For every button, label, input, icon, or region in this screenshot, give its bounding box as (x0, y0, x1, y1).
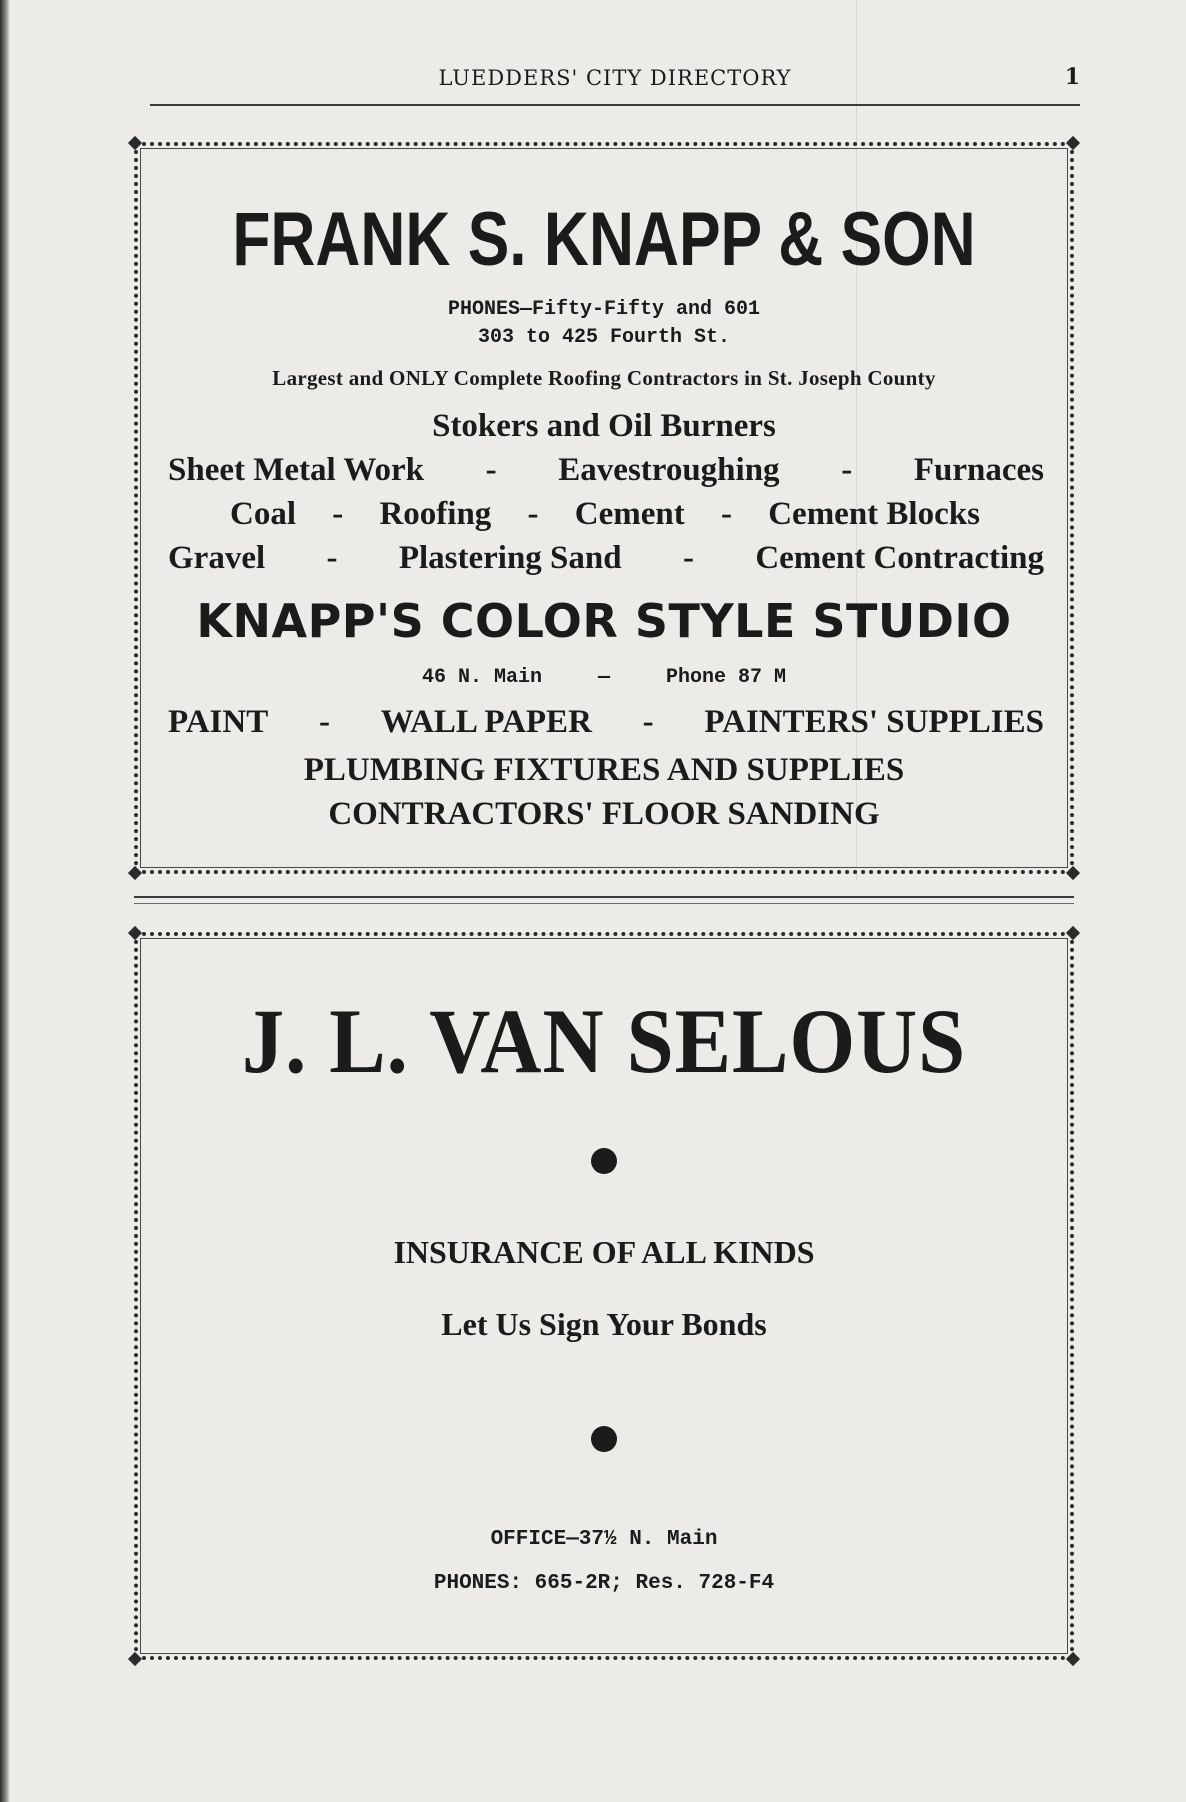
border-corner-ornament (1066, 926, 1080, 940)
service-item: Cement Contracting (755, 540, 1044, 576)
studio-address: 46 N. Main (421, 666, 542, 689)
separator: - (682, 540, 694, 576)
van-selous-phones: PHONES: 665-2R; Res. 728-F4 (433, 1572, 775, 1595)
border-corner-ornament (128, 1652, 142, 1666)
bullet-dot (591, 1148, 617, 1174)
border-corner-ornament (1066, 1652, 1080, 1666)
page-header (150, 62, 1080, 108)
separator-rule (134, 896, 1074, 898)
studio-name: KNAPP'S COLOR STYLE STUDIO (196, 594, 1012, 648)
page-number: 1 (1064, 64, 1080, 90)
office-address: OFFICE—37½ N. Main (490, 1528, 718, 1551)
service-item: Cement (574, 496, 685, 532)
knapp-services-row (168, 452, 1044, 489)
knapp-services-row (230, 496, 980, 533)
van-selous-name: J. L. VAN SELOUS (241, 990, 967, 1092)
separator: - (485, 452, 497, 488)
separator: - (642, 704, 654, 740)
service-item: WALL PAPER (380, 704, 592, 740)
paint-supplies-row (168, 704, 1044, 741)
separator-rule (134, 903, 1074, 904)
service-item: Eavestroughing (558, 452, 780, 488)
floor-sanding-line: CONTRACTORS' FLOOR SANDING (328, 796, 880, 832)
knapp-phones: PHONES—Fifty-Fifty and 601 (447, 298, 761, 321)
separator: - (841, 452, 853, 488)
header-rule (150, 104, 1080, 106)
separator: - (318, 704, 330, 740)
plumbing-line: PLUMBING FIXTURES AND SUPPLIES (303, 752, 905, 788)
service-item: Roofing (379, 496, 492, 532)
service-item: Furnaces (913, 452, 1044, 488)
studio-contact (138, 666, 1070, 689)
service-item: PAINT (168, 704, 269, 740)
knapp-address: 303 to 425 Fourth St. (477, 326, 731, 349)
bonds-line: Let Us Sign Your Bonds (441, 1306, 767, 1342)
service-item: PAINTERS' SUPPLIES (704, 704, 1044, 740)
knapp-tagline: Largest and ONLY Complete Roofing Contractors in St. Joseph County (272, 366, 936, 390)
separator: - (527, 496, 539, 532)
directory-title: LUEDDERS' CITY DIRECTORY (438, 66, 792, 90)
service-item: Plastering Sand (398, 540, 622, 576)
knapp-company-name: FRANK S. KNAPP & SON (232, 197, 976, 282)
service-item: Coal (230, 496, 296, 532)
bullet-dot (591, 1426, 617, 1452)
service-item: Cement Blocks (768, 496, 980, 532)
service-item: Sheet Metal Work (168, 452, 425, 488)
border-corner-ornament (128, 926, 142, 940)
knapp-stokers: Stokers and Oil Burners (432, 408, 776, 444)
knapp-advertisement (134, 142, 1074, 874)
separator: - (332, 496, 344, 532)
knapp-services-row (168, 540, 1044, 577)
separator: — (597, 666, 610, 689)
border-corner-ornament (128, 866, 142, 880)
service-item: Gravel (168, 540, 266, 576)
van-selous-advertisement (134, 932, 1074, 1660)
separator: - (720, 496, 732, 532)
border-corner-ornament (1066, 866, 1080, 880)
separator: - (326, 540, 338, 576)
insurance-line: INSURANCE OF ALL KINDS (393, 1234, 815, 1270)
studio-phone: Phone 87 M (666, 666, 787, 689)
page-edge (0, 0, 10, 1802)
border-corner-ornament (1066, 136, 1080, 150)
border-corner-ornament (128, 136, 142, 150)
